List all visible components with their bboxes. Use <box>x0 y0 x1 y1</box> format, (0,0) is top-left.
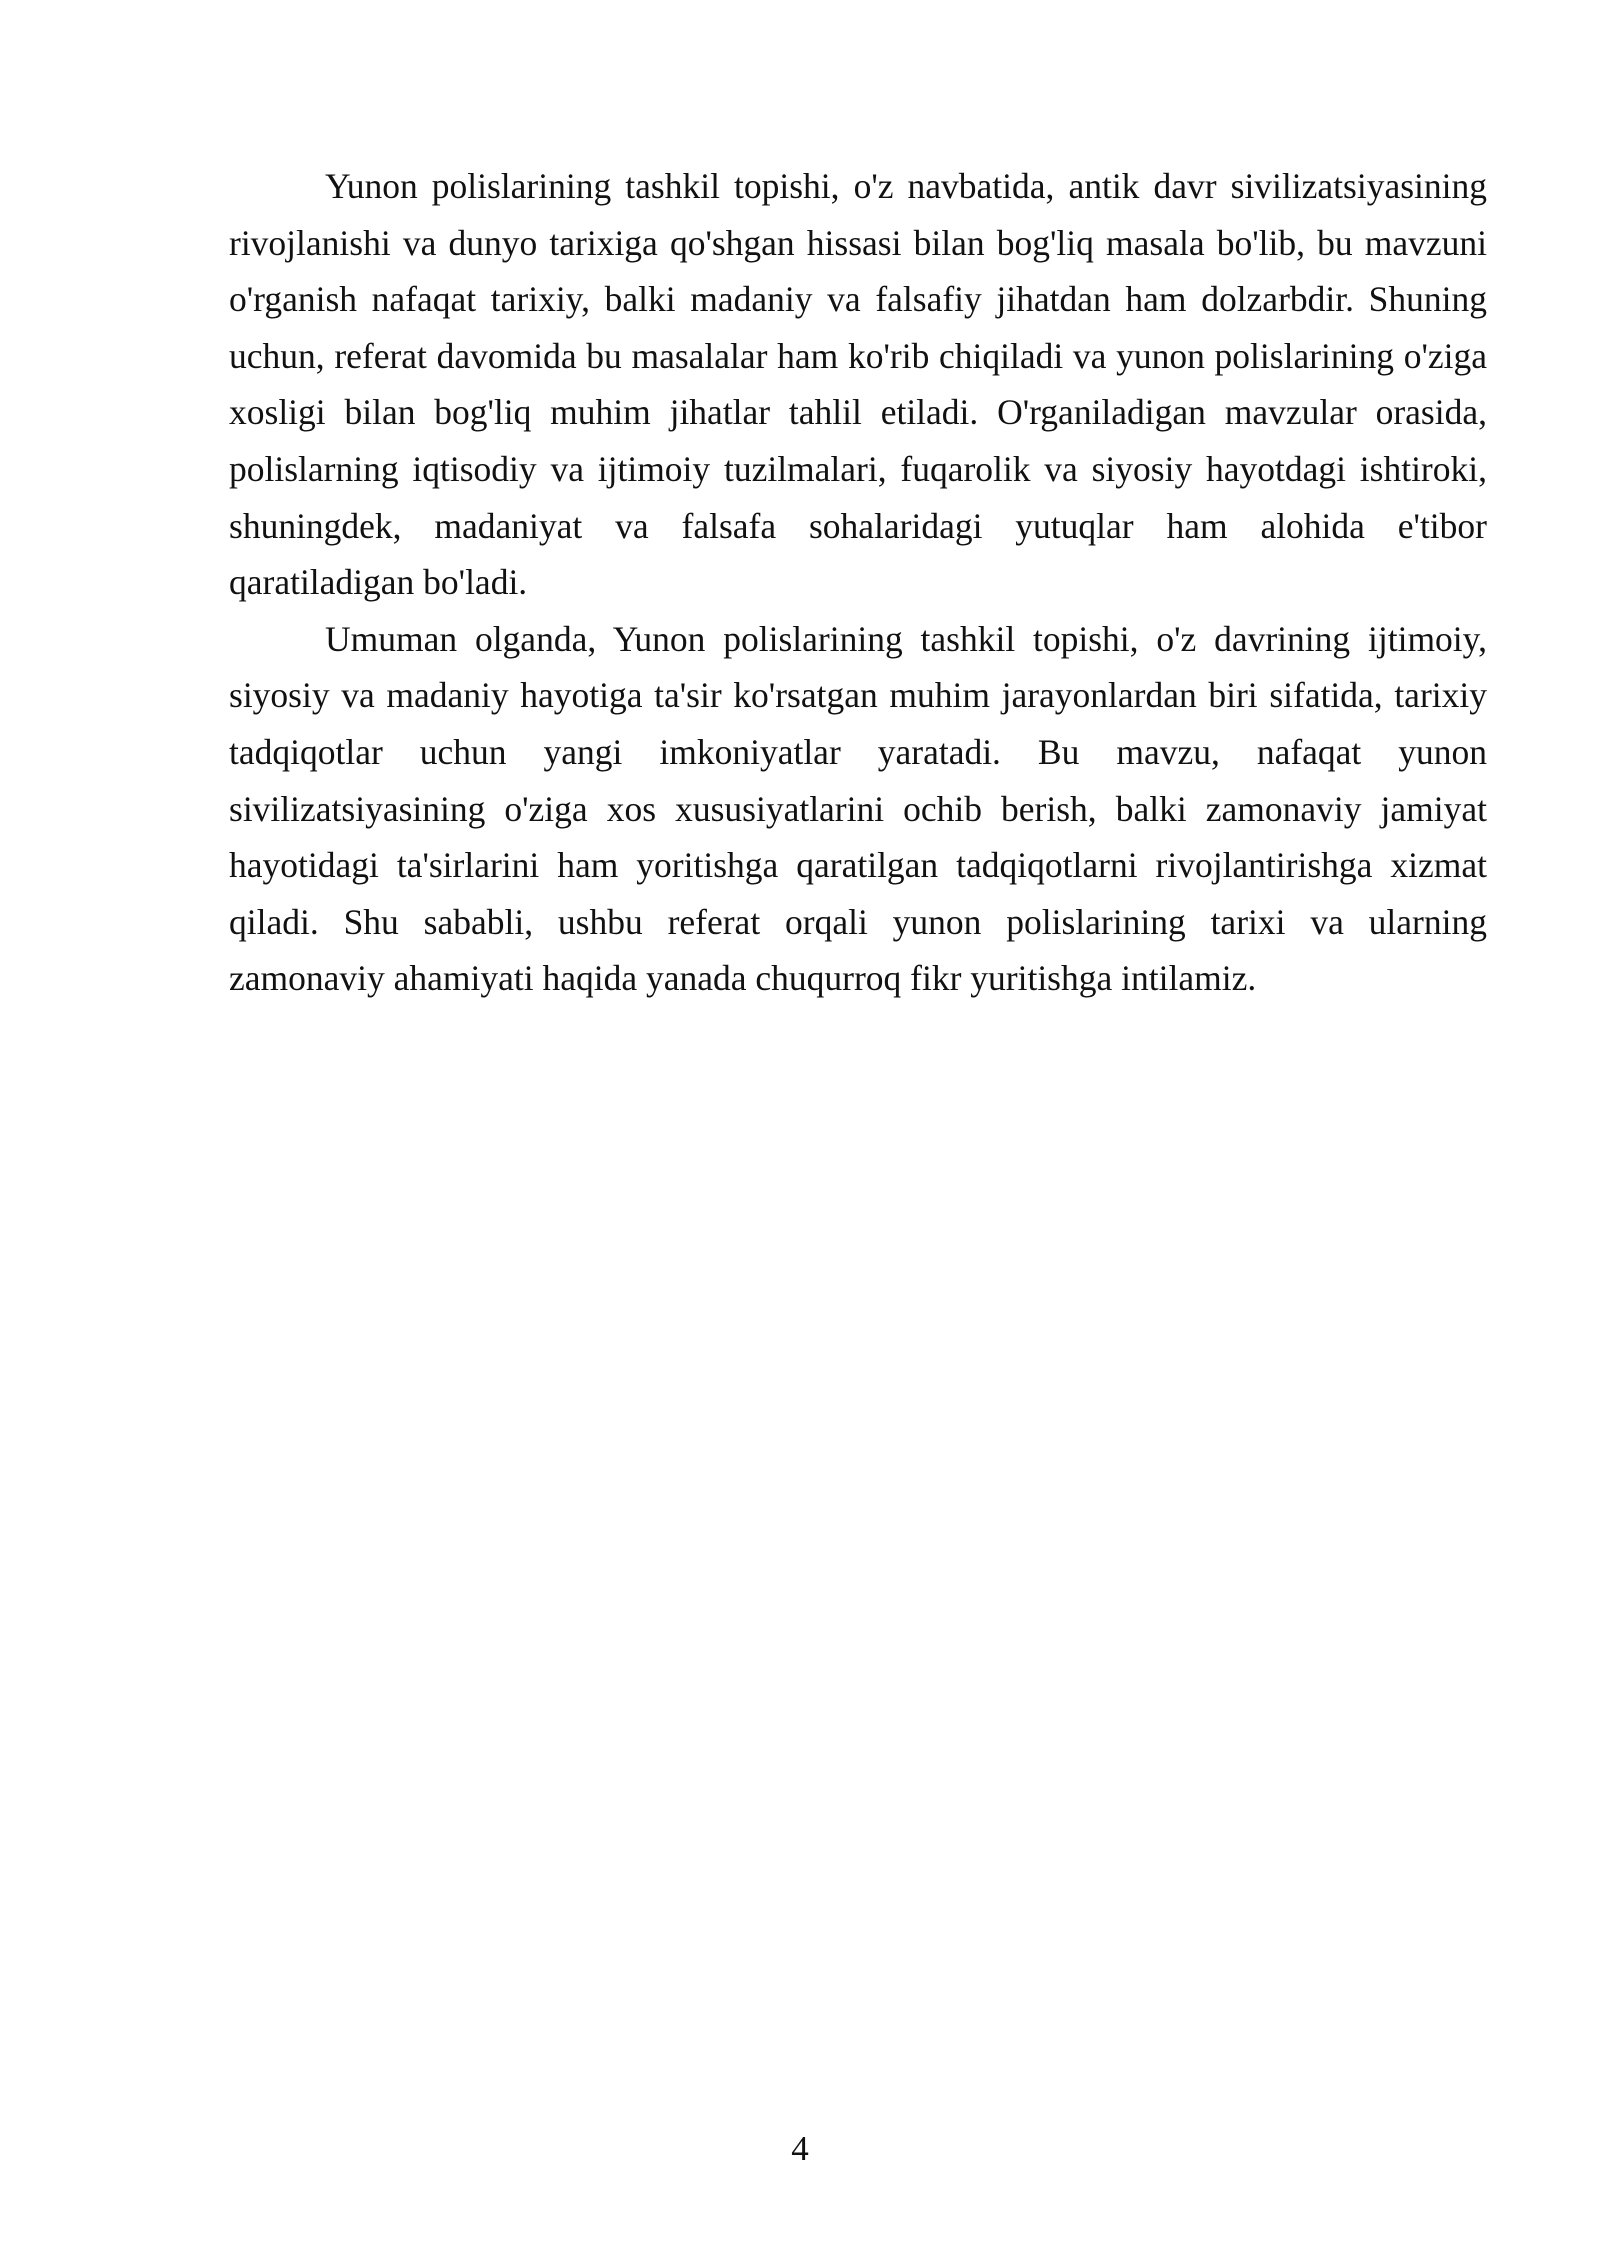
body-text <box>229 158 1487 1007</box>
page-number: 4 <box>791 2129 809 2168</box>
paragraph-2: Umuman olganda, Yunon polislarining tashkil topishi, o'z davrining ijtimoiy, siyosiy va madaniy hayotiga ta'sir ko'rsatgan muhim jarayonlardan biri sifatida, tarixiy tadqiqotlar uchun yangi imkoniyatlar yaratadi. Bu mavzu, nafaqat yunon sivilizatsiyasining o'ziga xos xususiyatlarini ochib berish, balki zamonaviy jamiyat hayotidagi ta'sirlarini ham yoritishga qaratilgan tadqiqotlarni rivojlantirishga xizmat qiladi. Shu sababli, ushbu referat orqali yunon polislarining tarixi va ularning zamonaviy ahamiyati haqida yanada chuqurroq fikr yuritishga intilamiz. <box>229 618 1487 999</box>
paragraph-1: Yunon polislarining tashkil topishi, o'z navbatida, antik davr sivilizatsiyasining rivojlanishi va dunyo tarixiga qo'shgan hissasi bilan bog'liq masala bo'lib, bu mavzuni o'rganish nafaqat tarixiy, balki madaniy va falsafiy jihatdan ham dolzarbdir. Shuning uchun, referat davomida bu masalalar ham ko'rib chiqiladi va yunon polislarining o'ziga xosligi bilan bog'liq muhim jihatlar tahlil etiladi. O'rganiladigan mavzular orasida, polislarning iqtisodiy va ijtimoiy tuzilmalari, fuqarolik va siyosiy hayotdagi ishtiroki, shuningdek, madaniyat va falsafa sohalaridagi yutuqlar ham alohida e'tibor qaratiladigan bo'ladi. <box>229 166 1487 603</box>
